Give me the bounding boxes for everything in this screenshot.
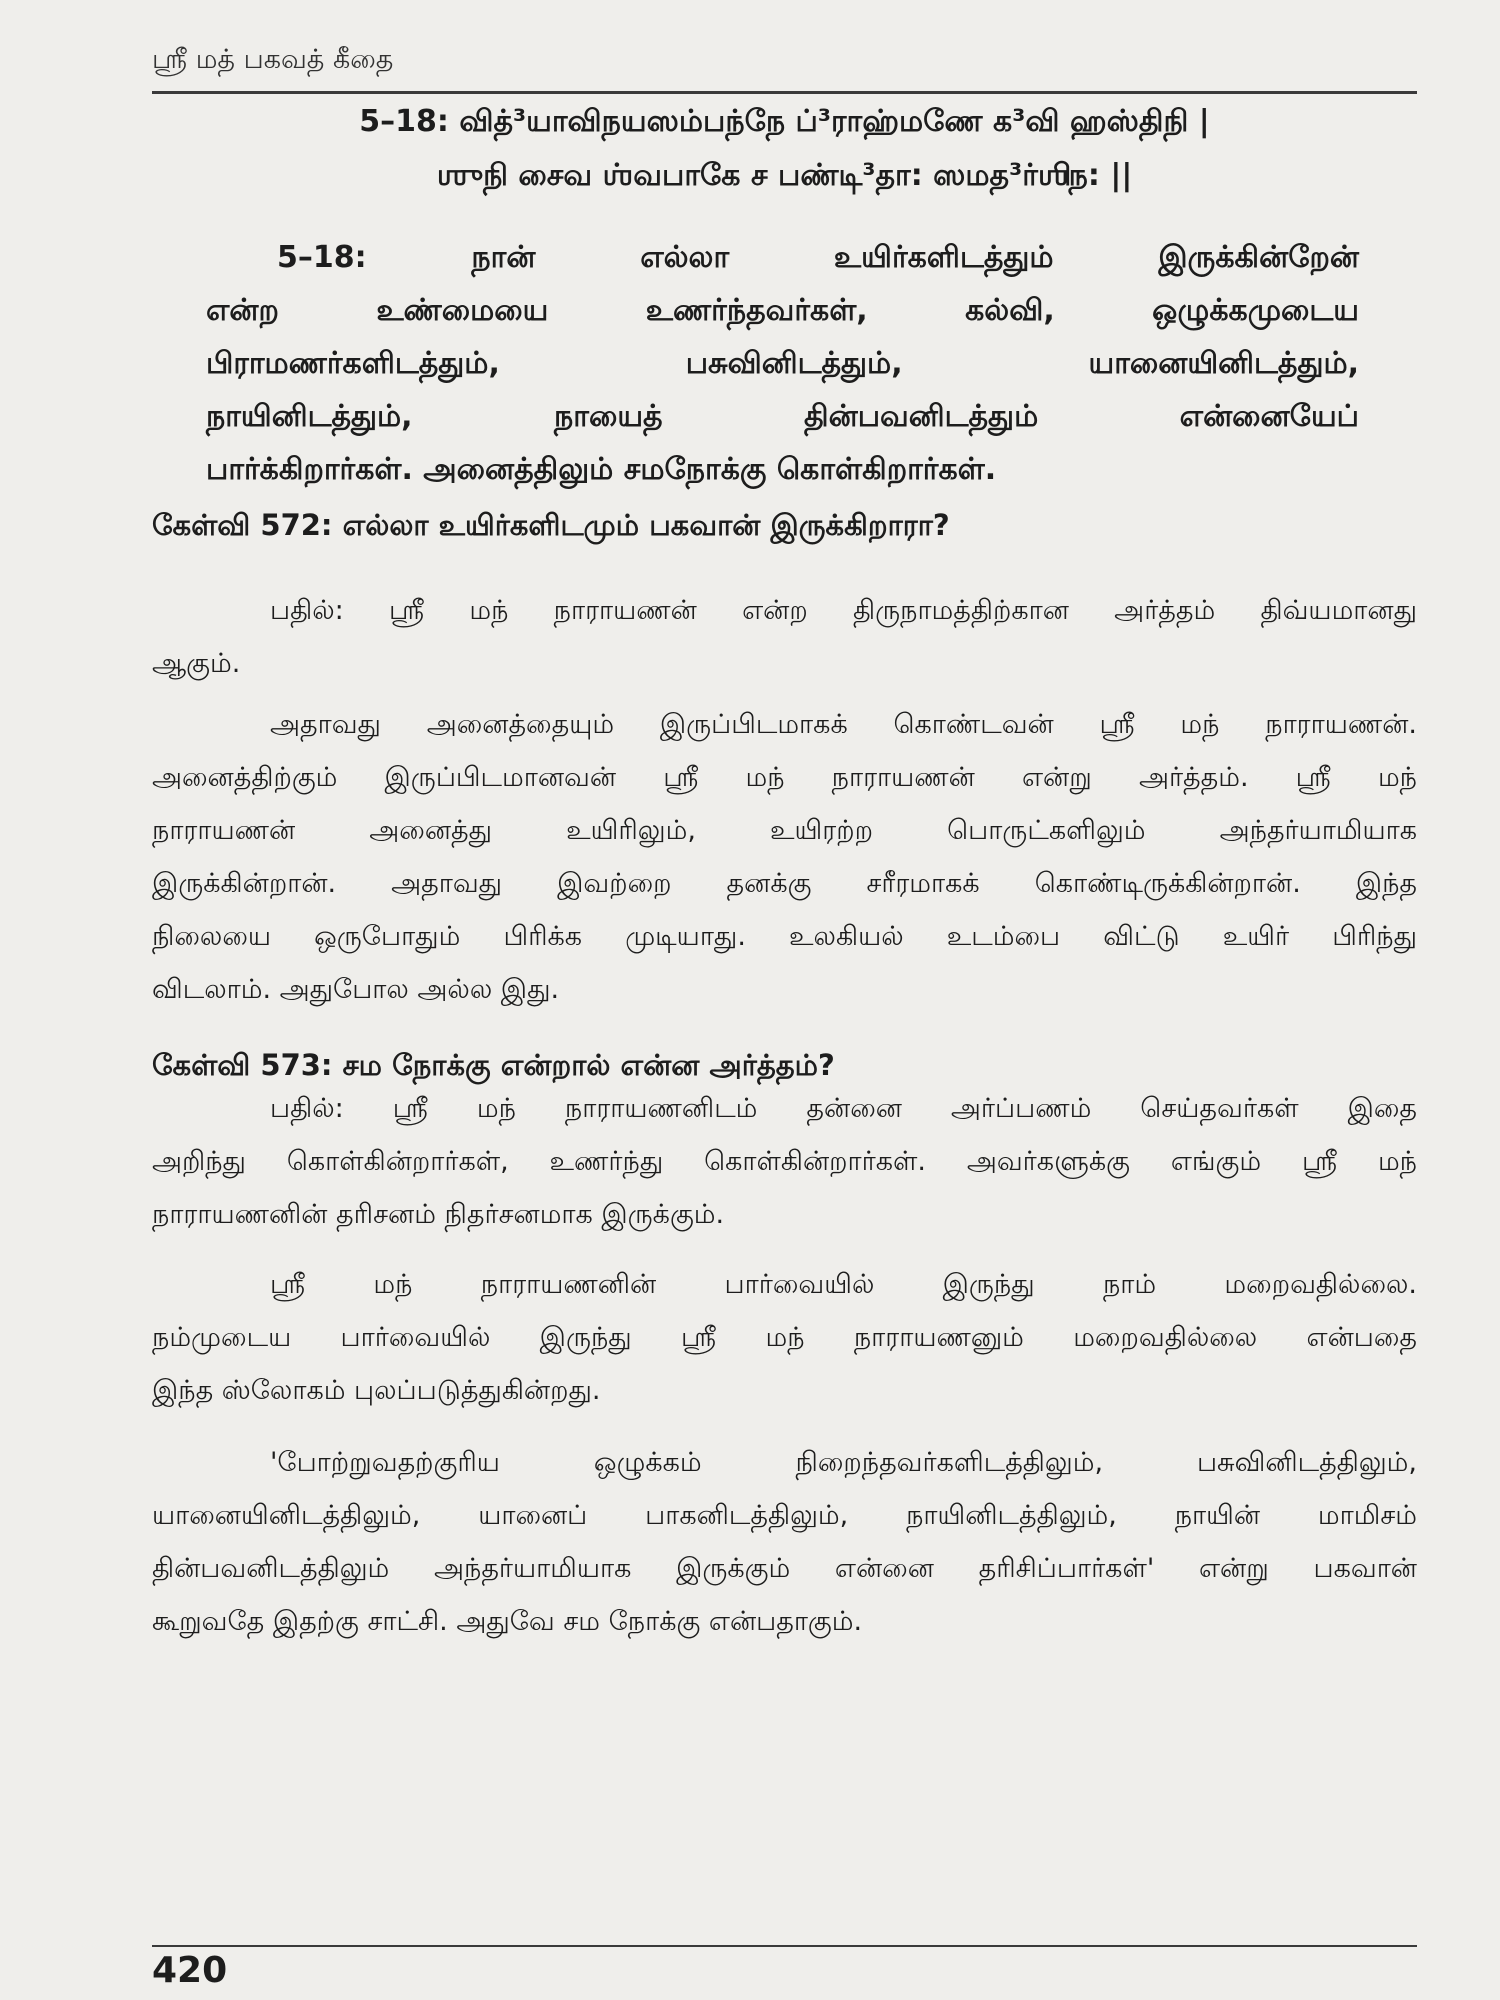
text-line: பிராமணர்களிடத்தும், பசுவினிடத்தும், யானையினிடத்தும்,: [206, 346, 1359, 381]
text-line: இருக்கின்றான். அதாவது இவற்றை தனக்கு சரீரமாகக் கொண்டிருக்கின்றான். இந்த: [152, 868, 1417, 899]
answer-573-para-2: [152, 1258, 1417, 1417]
text-line: அனைத்திற்கும் இருப்பிடமானவன் ஸ்ரீ மந் நாராயணன் என்று அர்த்தம். ஸ்ரீ மந்: [152, 762, 1417, 793]
running-head: ஸ்ரீ மத் பகவத் கீதை: [152, 44, 394, 75]
text-line: தின்பவனிடத்திலும் அந்தர்யாமியாக இருக்கும் என்னை தரிசிப்பார்கள்' என்று பகவான்: [152, 1553, 1417, 1584]
text-line: ஆகும்.: [152, 648, 241, 679]
answer-573-para-3: [152, 1436, 1417, 1648]
sloka-line-1: 5–18: வித்³யாவிநயஸம்பந்நே ப்³ராஹ்மணே க³வி ஹஸ்திநி |: [359, 104, 1210, 139]
footer-rule: [152, 1945, 1417, 1947]
text-line: ஸ்ரீ மந் நாராயணனின் பார்வையில் இருந்து நாம் மறைவதில்லை.: [270, 1269, 1417, 1300]
text-line: விடலாம். அதுபோல அல்ல இது.: [152, 974, 560, 1005]
answer-573-para-1: [152, 1082, 1417, 1241]
sloka-meaning: [206, 231, 1359, 496]
answer-572-para-2: [152, 698, 1417, 1016]
text-line: அறிந்து கொள்கின்றார்கள், உணர்ந்து கொள்கின்றார்கள். அவர்களுக்கு எங்கும் ஸ்ரீ மந்: [152, 1146, 1417, 1177]
text-line: அதாவது அனைத்தையும் இருப்பிடமாகக் கொண்டவன் ஸ்ரீ மந் நாராயணன்.: [270, 709, 1417, 740]
text-line: 'போற்றுவதற்குரிய ஒழுக்கம் நிறைந்தவர்களிடத்திலும், பசுவினிடத்திலும்,: [270, 1447, 1417, 1478]
text-line: நம்முடைய பார்வையில் இருந்து ஸ்ரீ மந் நாராயணனும் மறைவதில்லை என்பதை: [152, 1322, 1417, 1353]
answer-572-para-1: [152, 584, 1417, 690]
text-line: பார்க்கிறார்கள். அனைத்திலும் சமநோக்கு கொள்கிறார்கள்.: [206, 452, 997, 487]
text-line: என்ற உண்மையை உணர்ந்தவர்கள், கல்வி, ஒழுக்கமுடைய: [206, 293, 1359, 328]
text-line: பதில்: ஸ்ரீ மந் நாராயணன் என்ற திருநாமத்திற்கான அர்த்தம் திவ்யமானது: [270, 595, 1417, 626]
header-rule: [152, 91, 1417, 94]
sloka-line-2: ஶுநி சைவ ஶ்வபாகே ச பண்டி³தா: ஸமத³ர்ஶிந: ||: [436, 158, 1133, 193]
page-number: 420: [152, 1950, 228, 1991]
text-line: பதில்: ஸ்ரீ மந் நாராயணனிடம் தன்னை அர்ப்பணம் செய்தவர்கள் இதை: [270, 1093, 1417, 1124]
text-line: 5–18: நான் எல்லா உயிர்களிடத்தும் இருக்கின்றேன்: [277, 240, 1359, 275]
question-573: கேள்வி 573: சம நோக்கு என்றால் என்ன அர்த்தம்?: [152, 1048, 835, 1082]
text-line: இந்த ஸ்லோகம் புலப்படுத்துகின்றது.: [152, 1375, 601, 1406]
text-line: நாராயணனின் தரிசனம் நிதர்சனமாக இருக்கும்.: [152, 1199, 725, 1230]
text-line: யானையினிடத்திலும், யானைப் பாகனிடத்திலும், நாயினிடத்திலும், நாயின் மாமிசம்: [152, 1500, 1417, 1531]
text-line: நாராயணன் அனைத்து உயிரிலும், உயிரற்ற பொருட்களிலும் அந்தர்யாமியாக: [152, 815, 1417, 846]
text-line: நிலையை ஒருபோதும் பிரிக்க முடியாது. உலகியல் உடம்பை விட்டு உயிர் பிரிந்து: [152, 921, 1417, 952]
text-line: நாயினிடத்தும், நாயைத் தின்பவனிடத்தும் என்னையேப்: [206, 399, 1359, 434]
question-572: கேள்வி 572: எல்லா உயிர்களிடமும் பகவான் இருக்கிறாரா?: [152, 508, 950, 542]
text-line: கூறுவதே இதற்கு சாட்சி. அதுவே சம நோக்கு என்பதாகும்.: [152, 1606, 863, 1637]
